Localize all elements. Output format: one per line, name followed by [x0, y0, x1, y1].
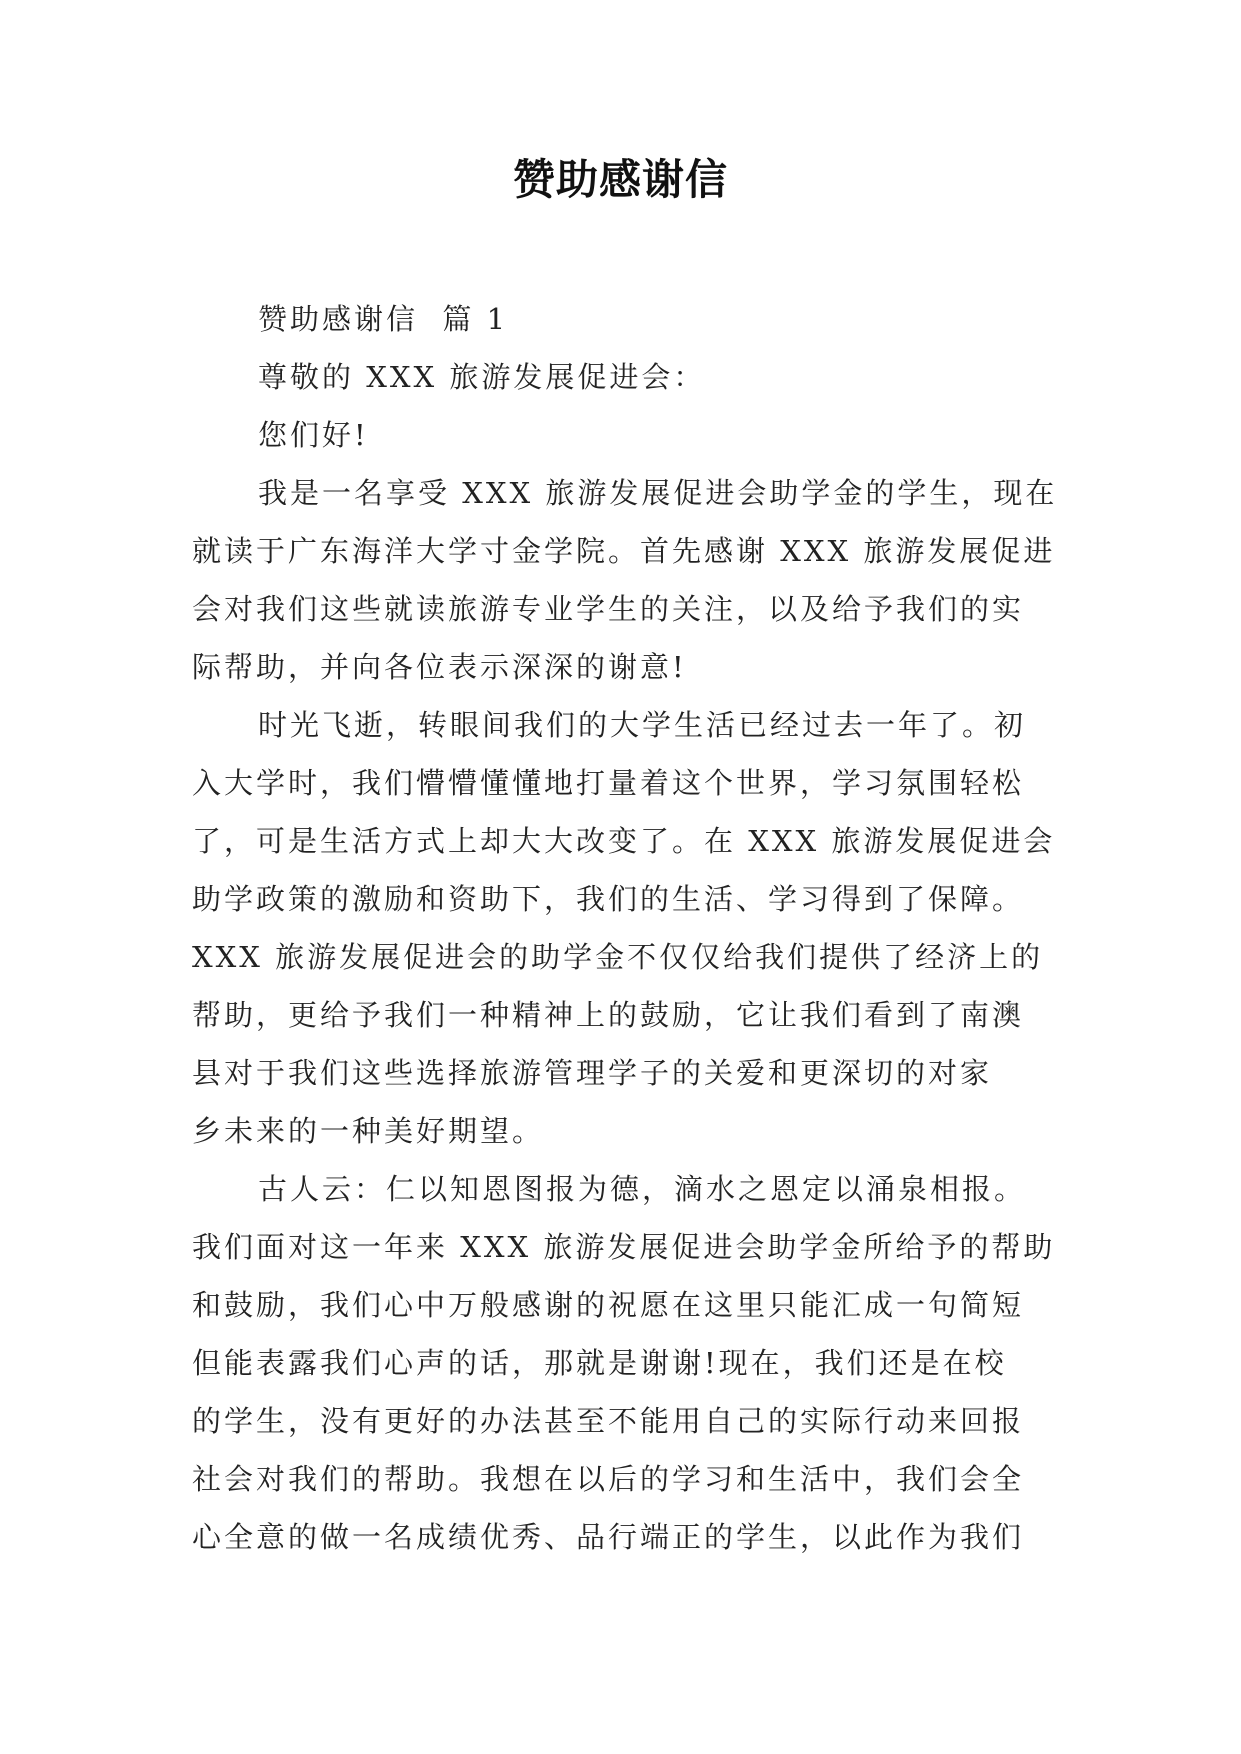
paragraph-2-line: 时光飞逝，转眼间我们的大学生活已经过去一年了。初 — [258, 708, 1027, 742]
paragraph-2-line: 助学政策的激励和资助下，我们的生活、学习得到了保障。 — [192, 882, 1025, 916]
paragraph-3-line: 我们面对这一年来 XXX 旅游发展促进会助学金所给予的帮助 — [192, 1230, 1056, 1264]
paragraph-1-line: 我是一名享受 XXX 旅游发展促进会助学金的学生，现在 — [258, 476, 1058, 510]
paragraph-3-line: 社会对我们的帮助。我想在以后的学习和生活中，我们会全 — [192, 1462, 1025, 1496]
paragraph-3-line: 但能表露我们心声的话，那就是谢谢!现在，我们还是在校 — [192, 1346, 1007, 1380]
paragraph-1-line: 就读于广东海洋大学寸金学院。首先感谢 XXX 旅游发展促进 — [192, 534, 1056, 568]
letter-heading: 赞助感谢信 篇 1 — [258, 302, 509, 336]
paragraph-2-line: 入大学时，我们懵懵懂懂地打量着这个世界，学习氛围轻松 — [192, 766, 1025, 800]
paragraph-2-line: 乡未来的一种美好期望。 — [192, 1114, 545, 1148]
paragraph-2-line: 了，可是生活方式上却大大改变了。在 XXX 旅游发展促进会 — [192, 824, 1056, 858]
paragraph-2-line: 帮助，更给予我们一种精神上的鼓励，它让我们看到了南澳 — [192, 998, 1025, 1032]
paragraph-3-line: 心全意的做一名成绩优秀、品行端正的学生，以此作为我们 — [192, 1520, 1025, 1554]
paragraph-2-line: 县对于我们这些选择旅游管理学子的关爱和更深切的对家 — [192, 1056, 993, 1090]
salutation: 尊敬的 XXX 旅游发展促进会： — [258, 360, 706, 394]
document-title: 赞助感谢信 — [512, 155, 728, 204]
paragraph-1-line: 际帮助，并向各位表示深深的谢意! — [192, 650, 687, 684]
paragraph-3-line: 的学生，没有更好的办法甚至不能用自己的实际行动来回报 — [192, 1404, 1025, 1438]
letter-body — [192, 290, 1058, 1566]
paragraph-2-line: XXX 旅游发展促进会的助学金不仅仅给我们提供了经济上的 — [192, 940, 1044, 974]
paragraph-3-line: 古人云：仁以知恩图报为德，滴水之恩定以涌泉相报。 — [258, 1172, 1027, 1206]
paragraph-1-line: 会对我们这些就读旅游专业学生的关注，以及给予我们的实 — [192, 592, 1025, 626]
paragraph-3-line: 和鼓励，我们心中万般感谢的祝愿在这里只能汇成一句简短 — [192, 1288, 1025, 1322]
greeting: 您们好! — [258, 418, 369, 452]
